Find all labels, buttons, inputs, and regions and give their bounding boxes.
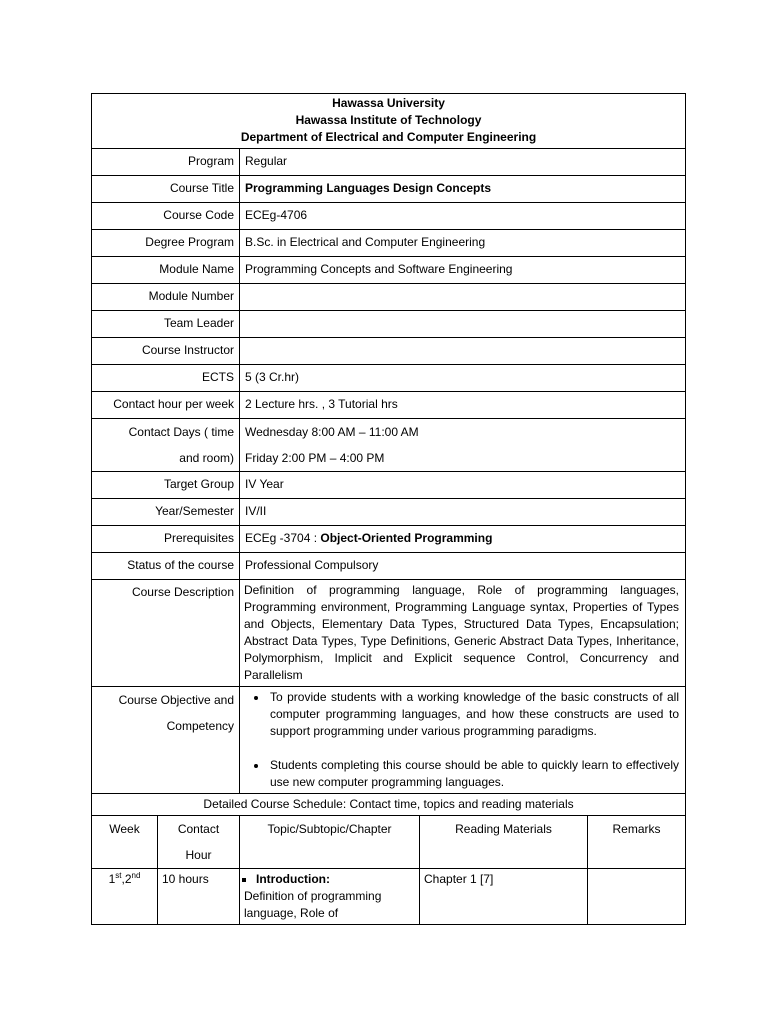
- header-remarks: Remarks: [588, 816, 686, 869]
- description-label: Course Description: [92, 580, 240, 687]
- schedule-title: Detailed Course Schedule: Contact time, topics and reading materials: [92, 794, 686, 816]
- course-code-value: ECEg-4706: [240, 203, 686, 230]
- module-number-value: [240, 284, 686, 311]
- prerequisites-value: [240, 526, 686, 553]
- row-year-semester: [92, 499, 686, 526]
- year-semester-label: Year/Semester: [92, 499, 240, 526]
- team-leader-label: Team Leader: [92, 311, 240, 338]
- schedule-title-row: [92, 794, 686, 816]
- target-group-value: IV Year: [240, 472, 686, 499]
- week-second-suffix: nd: [131, 871, 141, 880]
- reading-cell: Chapter 1 [7]: [420, 869, 588, 925]
- row-course-instructor: [92, 338, 686, 365]
- contact-days-label-line1: Contact Days ( time: [128, 425, 234, 439]
- header-week-text: Week: [109, 822, 140, 836]
- header-contact-line2: Hour: [185, 848, 212, 862]
- ects-label: ECTS: [92, 365, 240, 392]
- row-contact-hour: [92, 392, 686, 419]
- objective-list: [244, 689, 679, 791]
- contact-days-label-line2: and room): [179, 451, 234, 465]
- prerequisite-code: ECEg -3704 :: [245, 531, 321, 545]
- week-second: 2: [124, 872, 132, 886]
- contact-hour-value: 2 Lecture hrs. , 3 Tutorial hrs: [240, 392, 686, 419]
- module-name-value: Programming Concepts and Software Engineering: [240, 257, 686, 284]
- hours-cell: 10 hours: [158, 869, 240, 925]
- degree-program-label: Degree Program: [92, 230, 240, 257]
- row-status: [92, 553, 686, 580]
- week-first: 1: [108, 872, 116, 886]
- header-reading: Reading Materials: [420, 816, 588, 869]
- row-contact-days: [92, 419, 686, 472]
- contact-days-label: [92, 419, 240, 472]
- program-label: Program: [92, 149, 240, 176]
- row-course-code: [92, 203, 686, 230]
- remarks-cell: [588, 869, 686, 925]
- header-contact-hour: [158, 816, 240, 869]
- course-info-table: [91, 93, 686, 794]
- row-degree-program: [92, 230, 686, 257]
- status-value: Professional Compulsory: [240, 553, 686, 580]
- course-title-label: Course Title: [92, 176, 240, 203]
- module-number-label: Module Number: [92, 284, 240, 311]
- header-week: [92, 816, 158, 869]
- row-module-name: [92, 257, 686, 284]
- row-ects: [92, 365, 686, 392]
- department-name: Department of Electrical and Computer Engineering: [240, 130, 537, 144]
- prerequisite-name: Object-Oriented Programming: [320, 531, 493, 545]
- team-leader-value: [240, 311, 686, 338]
- topic-title: ▪ Introduction:: [256, 871, 415, 888]
- week-cell: [92, 869, 158, 925]
- contact-hour-label: Contact hour per week: [92, 392, 240, 419]
- row-course-title: [92, 176, 686, 203]
- header-topic: Topic/Subtopic/Chapter: [240, 816, 420, 869]
- week-separator: ,: [121, 872, 125, 886]
- contact-days-value: [240, 419, 686, 472]
- row-description: [92, 580, 686, 687]
- schedule-table: [91, 793, 686, 925]
- course-title-value: Programming Languages Design Concepts: [240, 176, 686, 203]
- year-semester-value: IV/II: [240, 499, 686, 526]
- row-objective: [92, 687, 686, 794]
- schedule-header-row: [92, 816, 686, 869]
- header-row: [92, 94, 686, 149]
- objective-label-line2: Competency: [166, 719, 234, 733]
- objective-item: • To provide students with a working knowledge of the basic constructs of all computer programming languages, and how these constructs are used to support programming under various programming paradigms.: [268, 689, 679, 740]
- university-name: Hawassa University: [332, 96, 445, 110]
- institute-name: Hawassa Institute of Technology: [295, 113, 482, 127]
- schedule-row: [92, 869, 686, 925]
- header-cell: [92, 94, 686, 149]
- topic-list: [244, 871, 415, 888]
- ects-value: 5 (3 Cr.hr): [240, 365, 686, 392]
- prerequisites-label: Prerequisites: [92, 526, 240, 553]
- course-syllabus-document: [91, 93, 685, 925]
- course-instructor-label: Course Instructor: [92, 338, 240, 365]
- module-name-label: Module Name: [92, 257, 240, 284]
- objective-label: [92, 687, 240, 794]
- row-program: [92, 149, 686, 176]
- row-module-number: [92, 284, 686, 311]
- contact-days-value-line2: Friday 2:00 PM – 4:00 PM: [245, 451, 385, 465]
- description-value: Definition of programming language, Role of programming languages, Programming environment, Programming Language syntax, Properties of Types and Objects, Elementary Data Types, Structured Data Types, Encapsulation; Abstract Data Types, Type Definitions, Generic Abstract Data Types, Inheritance, Polymorphism, Implicit and Explicit sequence Control, Concurrency and Parallelism: [240, 580, 686, 687]
- objective-item: • Students completing this course should be able to quickly learn to effectively use new computer programming languages.: [268, 757, 679, 791]
- row-prerequisites: [92, 526, 686, 553]
- header-contact-line1: Contact: [177, 822, 220, 836]
- target-group-label: Target Group: [92, 472, 240, 499]
- row-target-group: [92, 472, 686, 499]
- degree-program-value: B.Sc. in Electrical and Computer Engineering: [240, 230, 686, 257]
- objective-label-line1: Course Objective and: [118, 693, 234, 707]
- course-instructor-value: [240, 338, 686, 365]
- program-value: Regular: [240, 149, 686, 176]
- status-label: Status of the course: [92, 553, 240, 580]
- topic-cell: [240, 869, 420, 925]
- week-first-suffix: st: [115, 871, 122, 880]
- contact-days-value-line1: Wednesday 8:00 AM – 11:00 AM: [245, 425, 419, 439]
- topic-text: Definition of programming language, Role of: [244, 889, 382, 920]
- row-team-leader: [92, 311, 686, 338]
- course-code-label: Course Code: [92, 203, 240, 230]
- objective-value: [240, 687, 686, 794]
